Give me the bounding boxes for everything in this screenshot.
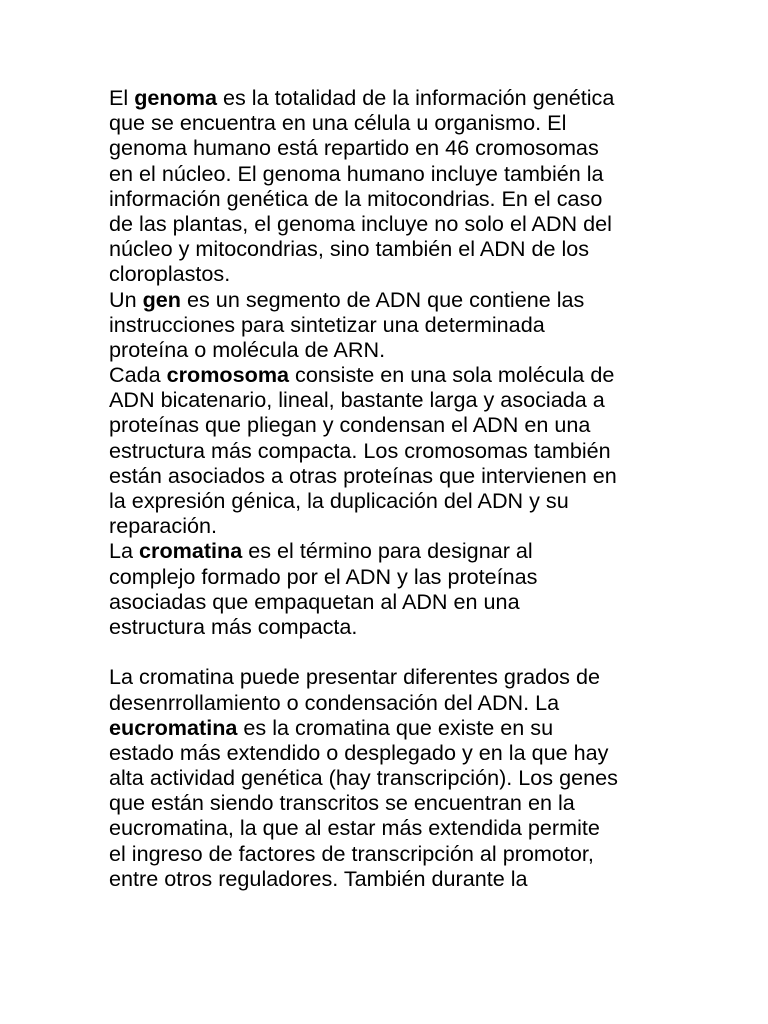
text-run: es la cromatina que existe en su <box>237 714 554 740</box>
text-line: desenrrollamiento o condensación del ADN. La <box>109 689 560 715</box>
text-line: que se encuentra en una célula u organismo. El <box>109 110 567 136</box>
blank-line <box>109 639 669 664</box>
document-page <box>109 85 669 891</box>
text-line <box>109 538 669 563</box>
paragraph-cromatina <box>109 538 669 639</box>
bold-term-eucromatina: eucromatina <box>109 714 238 740</box>
paragraph-genoma <box>109 85 669 287</box>
text-line: en el núcleo. El genoma humano incluye también la <box>109 160 604 186</box>
text-line: núcleo y mitocondrias, sino también el ADN de los <box>109 236 590 262</box>
text-run: Cada <box>109 362 167 388</box>
bold-term-genoma: genoma <box>134 85 217 110</box>
text-line: la expresión génica, la duplicación del ADN y su <box>109 488 569 513</box>
text-run: es un segmento de ADN que contiene las <box>181 286 585 312</box>
paragraph-gen <box>109 287 669 363</box>
text-run: La <box>109 538 140 564</box>
text-line <box>109 715 669 740</box>
text-line: proteínas que pliegan y condensan el ADN en una <box>109 412 591 438</box>
text-line: genoma humano está repartido en 46 cromosomas <box>109 135 599 161</box>
text-line: están asociados a otras proteínas que intervienen en <box>109 462 617 488</box>
text-line: el ingreso de factores de transcripción al promotor, <box>109 840 594 866</box>
text-line: estructura más compacta. <box>109 613 358 639</box>
text-run: El <box>109 85 135 110</box>
bold-term-gen: gen <box>142 286 181 312</box>
text-line: La cromatina puede presentar diferentes grados de <box>109 664 600 690</box>
text-line: complejo formado por el ADN y las proteínas <box>109 563 538 589</box>
text-line: asociadas que empaquetan al ADN en una <box>109 588 520 614</box>
paragraph-cromosoma <box>109 362 669 538</box>
text-line: información genética de la mitocondrias. En el caso <box>109 185 603 211</box>
text-line: proteína o molécula de ARN. <box>109 336 386 362</box>
text-line: de las plantas, el genoma incluye no solo el ADN del <box>109 210 612 236</box>
text-line: alta actividad genética (hay transcripción). Los genes <box>109 765 618 791</box>
text-line: que están siendo transcritos se encuentran en la <box>109 790 575 816</box>
text-line: eucromatina, la que al estar más extendida permite <box>109 815 600 841</box>
text-run: es el término para designar al <box>242 538 533 564</box>
text-line <box>109 287 669 312</box>
text-line: reparación. <box>109 513 218 539</box>
paragraph-eucromatina <box>109 664 669 891</box>
bold-term-cromosoma: cromosoma <box>166 362 290 388</box>
text-line: estructura más compacta. Los cromosomas también <box>109 437 611 463</box>
text-line: cloroplastos. <box>109 261 231 287</box>
text-line: entre otros reguladores. También durante la <box>109 865 528 891</box>
text-line: ADN bicatenario, lineal, bastante larga y asociada a <box>109 387 605 413</box>
text-run: consiste en una sola molécula de <box>289 362 615 388</box>
text-run: es la totalidad de la información genética <box>217 85 615 110</box>
text-line: estado más extendido o desplegado y en la que hay <box>109 739 609 765</box>
text-line <box>109 85 669 110</box>
text-run: Un <box>109 286 143 312</box>
bold-term-cromatina: cromatina <box>139 538 243 564</box>
text-line <box>109 362 669 387</box>
text-line: instrucciones para sintetizar una determinada <box>109 311 545 337</box>
